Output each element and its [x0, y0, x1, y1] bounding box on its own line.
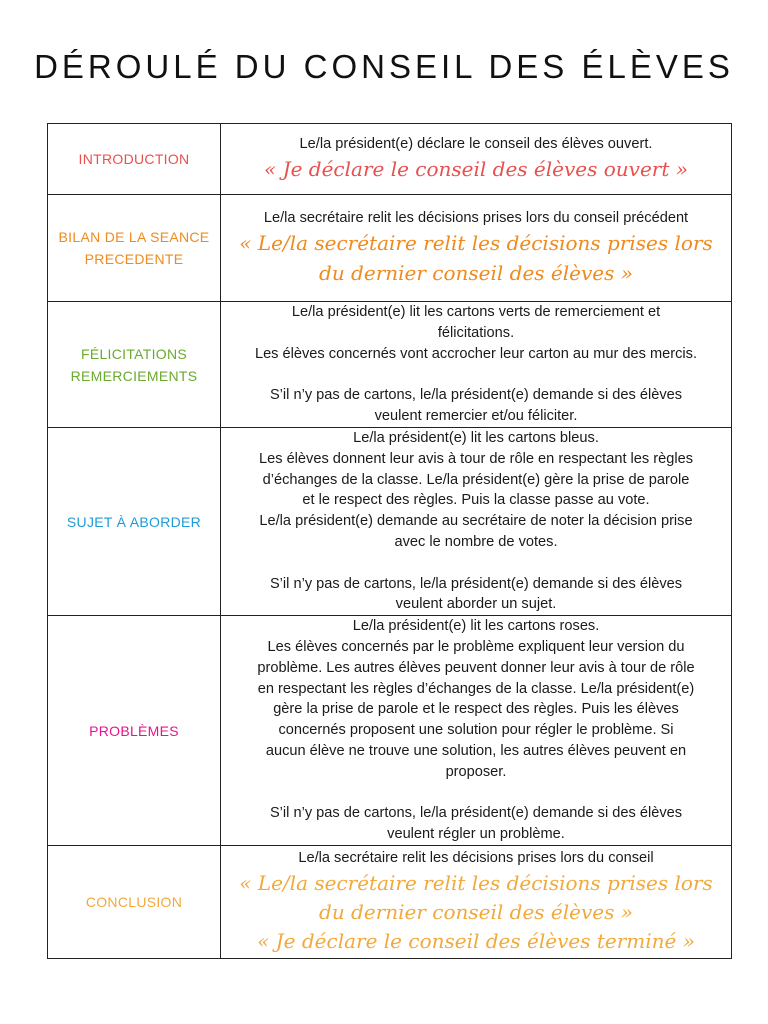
step-body-text: Le/la président(e) lit les cartons verts de remerciement et	[291, 304, 661, 321]
step-quote: du dernier conseil des élèves »	[319, 261, 633, 286]
step-label-felicitations	[48, 302, 221, 428]
step-body-text: Les élèves donnent leur avis à tour de rôle en respectant les règles	[258, 450, 694, 467]
step-body-text: en respectant les règles d’échanges de la classe. Le/la président(e)	[257, 680, 695, 697]
blank-line	[227, 365, 725, 386]
step-quote: du dernier conseil des élèves »	[319, 899, 633, 924]
step-body-bilan	[221, 195, 732, 302]
step-body-text: Le/la secrétaire relit les décisions prises lors du conseil	[298, 850, 654, 867]
table-row	[48, 302, 732, 428]
step-quote: « Le/la secrétaire relit les décisions prises lors	[239, 231, 713, 256]
step-body-text: et le respect des règles. Puis la classe passe au vote.	[302, 492, 650, 509]
council-steps-table	[47, 123, 732, 959]
step-body-felicitations	[221, 302, 732, 428]
step-quote: « Je déclare le conseil des élèves terminé »	[257, 928, 695, 953]
step-body-text: Les élèves concernés vont accrocher leur carton au mur des mercis.	[254, 345, 698, 362]
step-body-text: Le/la président(e) demande au secrétaire de noter la décision prise	[259, 513, 693, 530]
step-body-text: Le/la président(e) lit les cartons bleus.	[353, 430, 599, 446]
step-label-introduction	[48, 124, 221, 195]
table-row	[48, 616, 732, 846]
step-label-bilan	[48, 195, 221, 302]
step-body-conclusion	[221, 845, 732, 958]
step-body-text: veulent régler un problème.	[387, 826, 565, 843]
step-body-text: S’il n’y pas de cartons, le/la président(e) demande si des élèves	[269, 805, 683, 822]
step-body-text: Le/la président(e) lit les cartons roses.	[352, 618, 600, 635]
step-body-text: d’échanges de la classe. Le/la président(e) gère la prise de parole	[262, 471, 690, 488]
step-label-text: PRECEDENTE	[84, 251, 184, 267]
step-body-text: Le/la président(e) déclare le conseil des élèves ouvert.	[299, 135, 653, 152]
page-title: DÉROULÉ DU CONSEIL DES ÉLÈVES	[34, 48, 734, 85]
step-body-text: concernés proposent une solution pour régler le problème. Si	[278, 722, 674, 739]
step-body-text: proposer.	[445, 763, 507, 780]
table-row	[48, 428, 732, 616]
step-quote: « Le/la secrétaire relit les décisions prises lors	[239, 870, 713, 895]
step-body-text: veulent aborder un sujet.	[395, 596, 557, 613]
step-label-text: REMERCIEMENTS	[70, 367, 198, 384]
step-quote: « Je déclare le conseil des élèves ouvert »	[263, 157, 688, 182]
step-body-text: félicitations.	[437, 324, 515, 341]
step-label-text: BILAN DE LA SEANCE	[58, 229, 210, 245]
table-row	[48, 195, 732, 302]
blank-line	[227, 783, 725, 804]
step-body-sujet	[221, 428, 732, 616]
step-body-text: veulent remercier et/ou féliciter.	[374, 408, 578, 425]
step-body-introduction	[221, 124, 732, 195]
step-body-text: Le/la secrétaire relit les décisions prises lors du conseil précédent	[263, 209, 689, 226]
step-body-problemes	[221, 616, 732, 846]
step-label-text: FÉLICITATIONS	[80, 345, 188, 362]
step-body-text: Les élèves concernés par le problème expliquent leur version du	[267, 638, 685, 655]
table-row	[48, 845, 732, 958]
step-body-text: gère la prise de parole et le respect des règles. Puis les élèves	[273, 701, 679, 718]
step-body-text: aucun élève ne trouve une solution, les autres élèves peuvent en	[265, 742, 687, 759]
step-body-text: avec le nombre de votes.	[394, 533, 558, 550]
step-label-conclusion	[48, 845, 221, 958]
step-label-sujet	[48, 428, 221, 616]
step-label-text: PROBLÈMES	[89, 722, 179, 739]
step-label-text: SUJET À ABORDER	[66, 513, 202, 530]
blank-line	[227, 553, 725, 574]
step-label-text: INTRODUCTION	[78, 151, 190, 167]
step-body-text: S’il n’y pas de cartons, le/la président(e) demande si des élèves	[269, 575, 683, 592]
step-label-text: CONCLUSION	[85, 893, 183, 910]
step-label-problemes	[48, 616, 221, 846]
step-body-text: problème. Les autres élèves peuvent donner leur avis à tour de rôle	[257, 659, 695, 676]
step-body-text: S’il n’y pas de cartons, le/la président(e) demande si des élèves	[269, 387, 683, 404]
table-row	[48, 124, 732, 195]
